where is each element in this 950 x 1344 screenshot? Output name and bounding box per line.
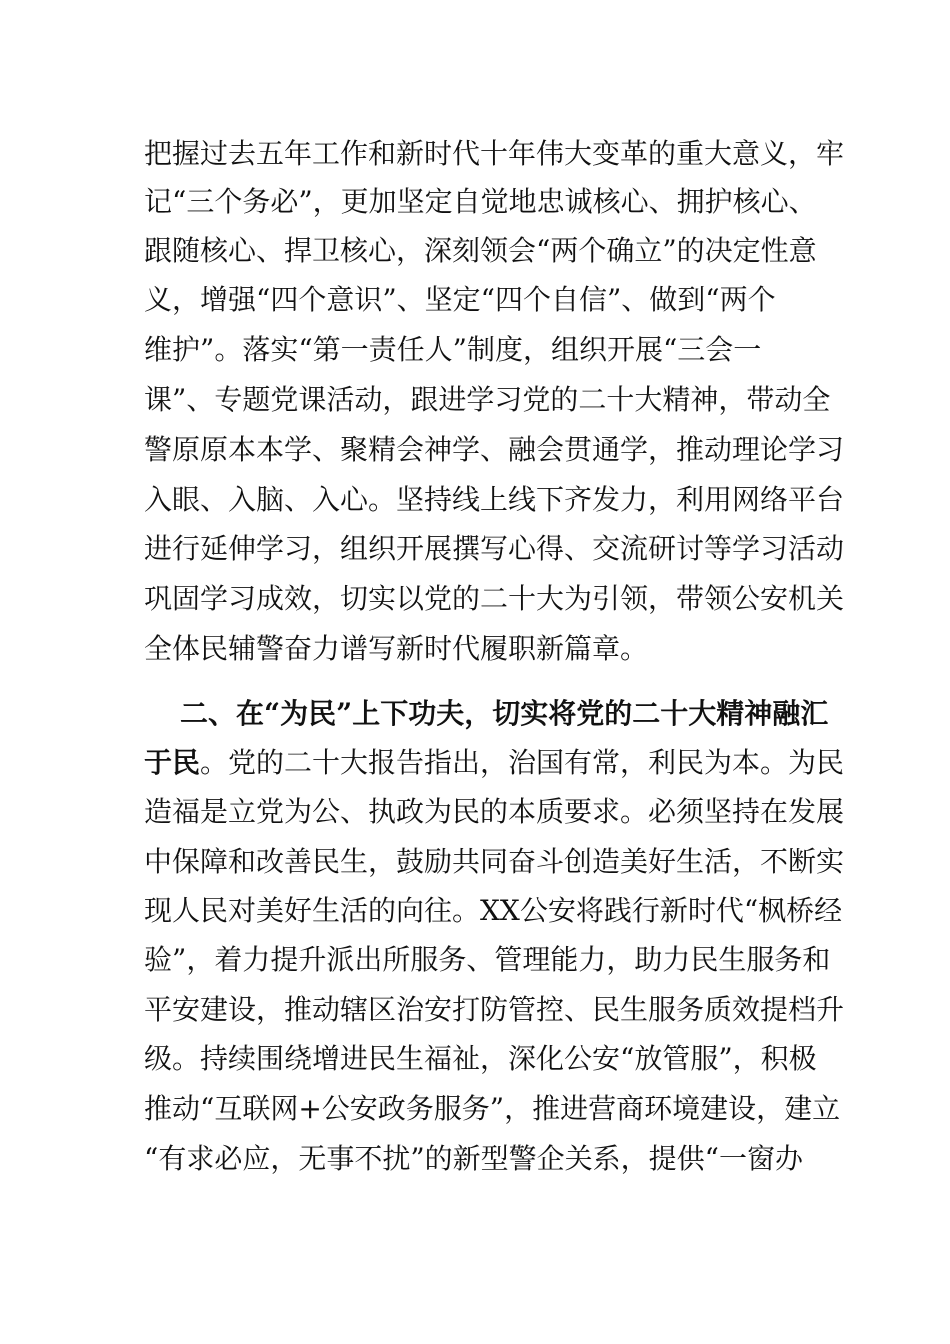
paragraph2-heading-line-1 (0, 689, 950, 739)
paragraph1-line-11: 全体民辅警奋力谱写新时代履职新篇章。 (144, 632, 649, 665)
paragraph2-line-8: 级。持续围绕增进民生福祉，深化公安“放管服”，积极 (144, 1042, 817, 1075)
paragraph2-line-6: 验”，着力提升派出所服务、管理能力，助力民生服务和 (144, 943, 831, 976)
paragraph1-line-5: 维护”。落实“第一责任人”制度，组织开展“三会一 (144, 333, 762, 366)
paragraph2-line-3: 造福是立党为公、执政为民的本质要求。必须坚持在发展 (144, 795, 845, 828)
paragraph2-line-2: 于民 。党的二十大报告指出，治国有常，利民为本。为民 (0, 738, 950, 788)
paragraph1-line-1: 把握过去五年工作和新时代十年伟大变革的重大意义，牢 (144, 137, 845, 170)
paragraph2-line-9: 推动“互联网+公安政务服务”，推进营商环境建设，建立 (144, 1092, 841, 1125)
paragraph2-line-5: 现人民对美好生活的向往。XX公安将践行新时代“枫桥经 (144, 894, 843, 927)
paragraph1-line-4: 义，增强“四个意识”、坚定“四个自信”、做到“两个 (144, 283, 776, 316)
paragraph1-line-2: 记“三个务必”，更加坚定自觉地忠诚核心、拥护核心、 (144, 185, 817, 218)
paragraph1-line-10: 巩固学习成效，切实以党的二十大为引领，带领公安机关 (144, 582, 845, 615)
paragraph1-line-7: 警原原本本学、聚精会神学、融会贯通学，推动理论学习 (144, 433, 845, 466)
paragraph1-line-9: 进行延伸学习，组织开展撰写心得、交流研讨等学习活动 (144, 532, 845, 565)
section-heading-end: 于民 (144, 746, 201, 779)
section-heading: 二、在“为民”上下功夫，切实将党的二十大精神融汇 (180, 697, 829, 730)
paragraph2-line-7: 平安建设，推动辖区治安打防管控、民生服务质效提档升 (144, 993, 845, 1026)
paragraph1-line-8: 入眼、入脑、入心。坚持线上线下齐发力，利用网络平台 (144, 483, 845, 516)
paragraph1-line-3: 跟随核心、捍卫核心，深刻领会“两个确立”的决定性意 (144, 234, 817, 267)
paragraph1-line-6: 课”、专题党课活动，跟进学习党的二十大精神，带动全 (144, 383, 831, 416)
paragraph2-line-10: “有求必应，无事不扰”的新型警企关系，提供“一窗办 (144, 1142, 803, 1175)
paragraph2-line-4: 中保障和改善民生，鼓励共同奋斗创造美好生活，不断实 (144, 845, 845, 878)
